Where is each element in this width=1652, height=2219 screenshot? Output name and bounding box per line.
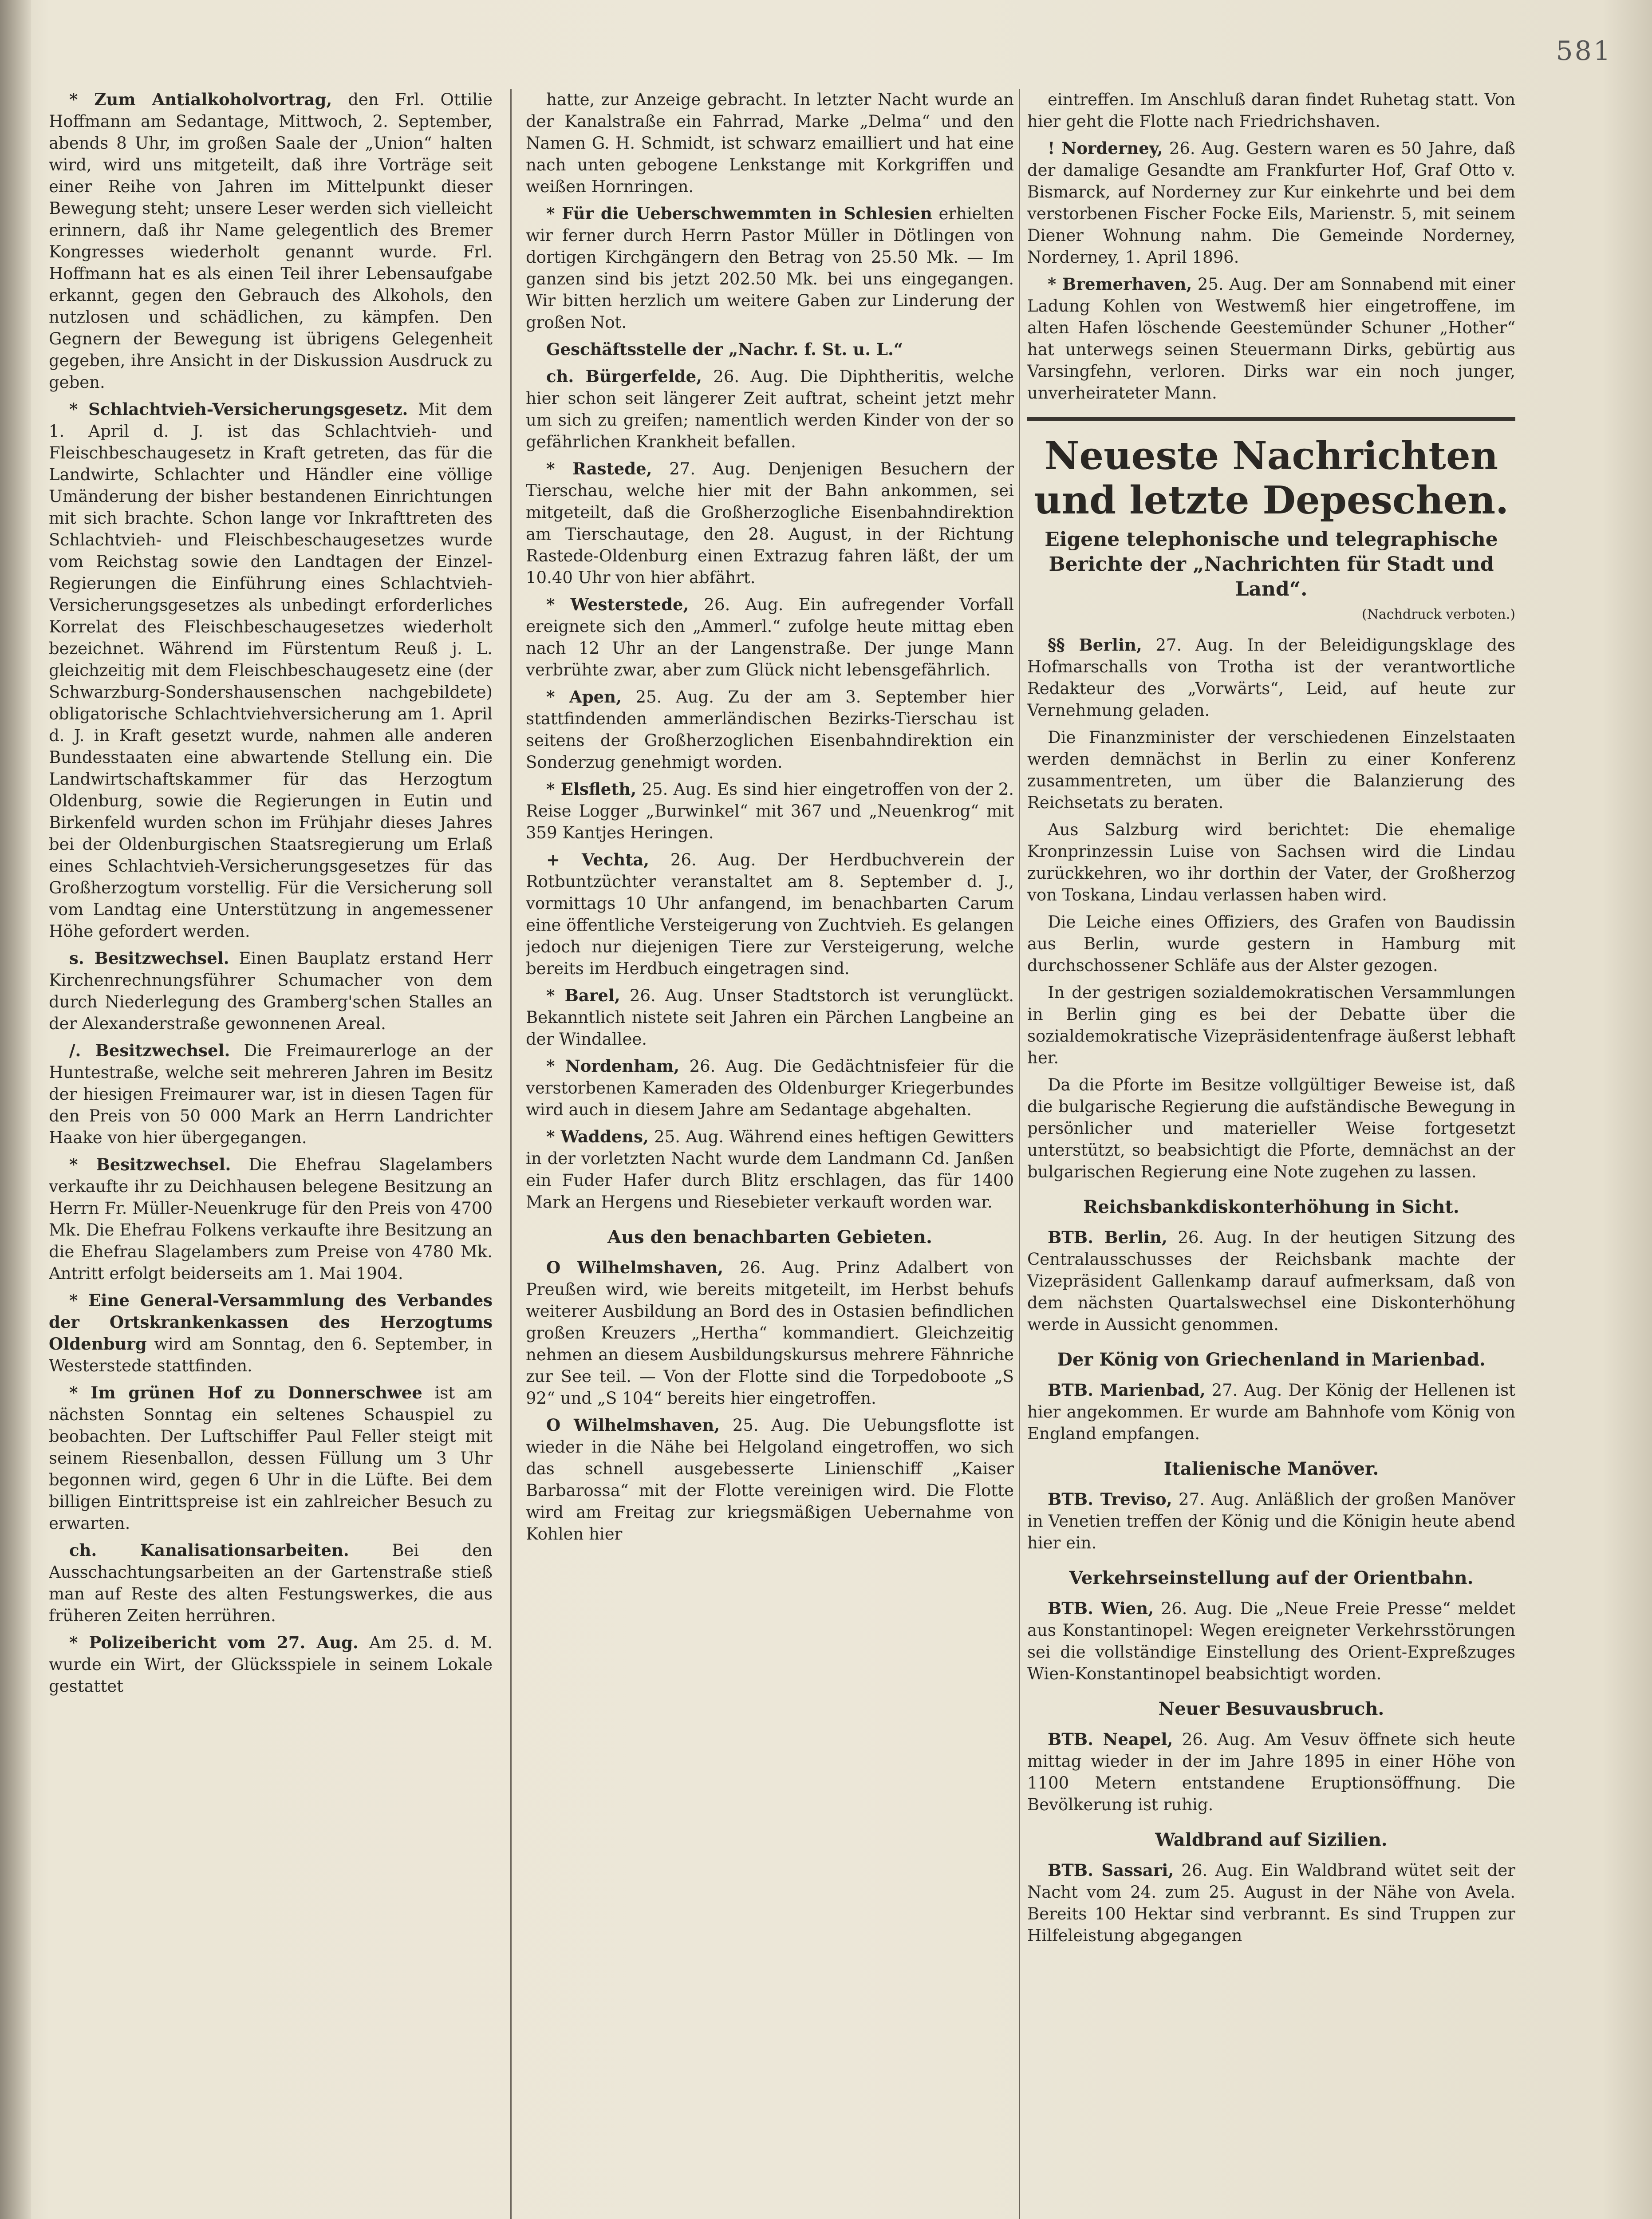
news-item-text: eintreffen. Im Anschluß daran findet Ruhetag statt. Von hier geht die Flotte nach Friedrichshaven. xyxy=(1027,90,1515,131)
section-heading: Aus den benachbarten Gebieten. xyxy=(607,1227,932,1248)
news-item-dateline: * Westerstede, xyxy=(546,595,689,614)
news-item xyxy=(1027,1598,1515,1685)
news-item-text: Einen Bauplatz erstand Herr Kirchenrechnungsführer Schumacher von dem durch Niederlegung des Gramberg'schen Stalles an der Alexanderstraße gewonnenen Areal. xyxy=(49,949,493,1033)
news-item-text: 26. Aug. In der heutigen Sitzung des Centralausschusses der Reichsbank machte der Vizepräsident Gallenkamp darauf aufmerksam, daß von dem nächsten Quartalswechsel eine Diskonterhöhung werde in Aussicht genommen. xyxy=(1027,1228,1515,1334)
news-item-text: 27. Aug. Anläßlich der großen Manöver in Venetien treffen der König und die Königin heute abend hier ein. xyxy=(1027,1490,1515,1552)
news-item-dateline: * Bremerhaven, xyxy=(1048,274,1192,294)
news-item xyxy=(49,1290,493,1377)
news-item-text: 25. Aug. Die Uebungsflotte ist wieder in die Nähe bei Helgoland eingetroffen, wo sich das schnell ausgebesserte Linienschiff „Kaiser Barbarossa“ mit der Flotte vereinigen wird. Die Flotte wird am Freitag zur kriegsmäßigen Uebernahme von Kohlen hier xyxy=(526,1416,1014,1544)
news-item xyxy=(49,948,493,1034)
section-heading: Waldbrand auf Sizilien. xyxy=(1155,1829,1388,1850)
news-item-dateline: ch. Kanalisationsarbeiten. xyxy=(69,1540,349,1560)
news-item-text: Die Ehefrau Slagelambers verkaufte ihr zu Deichhausen belegene Besitzung an Herrn Fr. Müller-Neuenkruge für den Preis von 4700 Mk. Die Ehefrau Folkens verkaufte ihre Besitzung an die Ehefrau Slagelambers zum Preise von 4780 Mk. Antritt erfolgt beiderseits am 1. Mai 1904. xyxy=(49,1155,493,1283)
section-heading: Italienische Manöver. xyxy=(1163,1458,1379,1479)
news-item-dateline: O Wilhelmshaven, xyxy=(546,1415,720,1435)
news-item xyxy=(526,1257,1014,1409)
news-item-dateline: * Elsfleth, xyxy=(546,779,637,799)
news-item xyxy=(526,1126,1014,1213)
news-item-text: Bei den Ausschachtungsarbeiten an der Gartenstraße stieß man auf Reste des alten Festungswerkes, die aus früheren Zeiten herrühren. xyxy=(49,1541,493,1625)
news-item-dateline: * Eine General-Versammlung des Verbandes der Ortskrankenkassen des Herzogtums Oldenburg xyxy=(49,1291,493,1354)
news-item-dateline: §§ Berlin, xyxy=(1048,635,1142,655)
news-item-text: Die Finanzminister der verschiedenen Einzelstaaten werden demnächst in Berlin zu einer Konferenz zusammentreten, um über die Balanzierung des Reichsetats zu beraten. xyxy=(1027,728,1515,812)
news-item-text: 26. Aug. Die Gedächtnisfeier für die verstorbenen Kameraden des Oldenburger Kriegerbundes wird auch in diesem Jahre am Sedantage abgehalten. xyxy=(526,1057,1014,1119)
news-item-text: erhielten wir ferner durch Herrn Pastor Müller in Dötlingen von dortigen Kirchgängern den Betrag von 25.50 Mk. — Im ganzen sind bis jetzt 202.50 Mk. bei uns eingegangen. Wir bitten herzlich um weitere Gaben zur Linderung der großen Not. xyxy=(526,204,1014,332)
reprint-note: (Nachdruck verboten.) xyxy=(1361,607,1515,622)
news-item-text: 25. Aug. Es sind hier eingetroffen von der 2. Reise Logger „Burwinkel“ mit 367 und „Neuenkrog“ mit 359 Kantjes Heringen. xyxy=(526,780,1014,842)
news-item-dateline: + Vechta, xyxy=(546,850,650,869)
section-rule xyxy=(1027,417,1515,421)
news-item xyxy=(526,849,1014,979)
news-item-text: 26. Aug. Unser Stadtstorch ist verunglückt. Bekanntlich nistete seit Jahren ein Pärchen Langbeine an der Windallee. xyxy=(526,986,1014,1049)
news-item xyxy=(526,366,1014,453)
headline-banner: Neueste Nachrichten und letzte Depeschen. xyxy=(1033,434,1509,523)
news-item-dateline: * Für die Ueberschwemmten in Schlesien xyxy=(546,204,932,223)
news-item-dateline: * Im grünen Hof zu Donnerschwee xyxy=(69,1383,422,1402)
news-item xyxy=(1027,1074,1515,1183)
book-spine-shadow xyxy=(0,0,31,2219)
news-item-dateline: BTB. Marienbad, xyxy=(1048,1380,1206,1400)
news-item-dateline: * Apen, xyxy=(546,687,622,707)
news-item-dateline: * Zum Antialkoholvortrag, xyxy=(69,90,332,109)
news-item-text: 26. Aug. Der Herdbuchverein der Rotbuntzüchter veranstaltet am 8. September d. J., vormittags 10 Uhr anfangend, im benachbarten Carum eine öffentliche Versteigerung von Zuchtvieh. Es gelangen jedoch nur diejenigen Tiere zur Versteigerung, welche bereits im Herdbuch eingetragen sind. xyxy=(526,850,1014,978)
news-item-text: 27. Aug. Der König der Hellenen ist hier angekommen. Er wurde am Bahnhofe vom König von England empfangen. xyxy=(1027,1381,1515,1443)
news-item xyxy=(526,1414,1014,1545)
news-item-text: 26. Aug. Ein aufregender Vorfall ereignete sich den „Ammerl.“ zufolge heute mittag eben nach 12 Uhr an der Langenstraße. Der junge Mann verbrühte zwar, aber zum Glück nicht lebensgefährlich. xyxy=(526,595,1014,679)
news-item xyxy=(49,399,493,942)
news-item-dateline: ch. Bürgerfelde, xyxy=(546,367,702,386)
news-item-dateline: * Waddens, xyxy=(546,1127,649,1146)
news-item-text: 25. Aug. Während eines heftigen Gewitters in der vorletzten Nacht wurde dem Landmann Cd. Janßen ein Fuder Hafer durch Blitz erschlagen, das für 1400 Mark an Hergens und Riesebieter verkauft worden war. xyxy=(526,1127,1014,1212)
news-item xyxy=(526,594,1014,681)
news-item-dateline: * Nordenham, xyxy=(546,1056,680,1076)
news-item xyxy=(49,1040,493,1149)
news-item xyxy=(1027,138,1515,268)
news-item-dateline: Geschäftsstelle der „Nachr. f. St. u. L.“ xyxy=(546,340,903,359)
news-item-text: 26. Aug. Ein Waldbrand wütet seit der Nacht vom 24. zum 25. August in der Nähe von Avela. Bereits 100 Hektar sind verbrannt. Es sind Truppen zur Hilfeleistung abgegangen xyxy=(1027,1861,1515,1945)
section-heading: Reichsbankdiskonterhöhung in Sicht. xyxy=(1083,1196,1459,1217)
news-item-text: 27. Aug. Denjenigen Besuchern der Tierschau, welche hier mit der Bahn ankommen, sei mitgeteilt, daß die Großherzogliche Eisenbahndirektion am Tierschautage, den 28. August, in der Richtung Rastede-Oldenburg einen Extrazug fahren läßt, der um 10.40 Uhr von hier abfährt. xyxy=(526,459,1014,587)
column-divider xyxy=(1019,89,1020,2219)
news-item-text: Da die Pforte im Besitze vollgültiger Beweise ist, daß die bulgarische Regierung die aufständische Bewegung in persönlicher und materieller Weise fortgesetzt unterstützt, so beabsichtigt die Pforte, demnächst an der bulgarischen Regierung eine Note zugehen zu lassen. xyxy=(1027,1075,1515,1181)
news-item-dateline: BTB. Berlin, xyxy=(1048,1228,1167,1247)
news-item-text: Mit dem 1. April d. J. ist das Schlachtvieh- und Fleischbeschaugesetz in Kraft getreten, das für die Landwirte, Schlachter und Händler eine völlige Umänderung der bisher bestandenen Einrichtungen mit sich brachte. Schon lange vor Inkrafttreten des Schlachtvieh- und Fleischbeschaugesetzes wurde vom Reichstag sowie den Landtagen der Einzel-Regierungen die Einführung eines Schlachtvieh-Versicherungsgesetzes als unbedingt erforderliches Korrelat des Fleischbeschaugesetzes wiederholt bezeichnet. Während im Fürstentum Reuß j. L. gleichzeitig mit dem Fleischbeschaugesetz eine (der Schwarzburg-Sondershausenschen nachgebildete) obligatorische Schlachtviehversicherung am 1. April d. J. in Kraft gesetzt wurde, nahmen alle anderen Bundesstaaten eine abwartende Stellung ein. Die Landwirtschaftskammer für das Herzogtum Oldenburg, sowie die Regierungen in Eutin und Birkenfeld wurden schon im Frühjahr dieses Jahres bei der Oldenburgischen Staatsregierung um Erlaß eines Schlachtvieh-Versicherungsgesetzes für das Großherzogtum vorstellig. Für die Versicherung soll vom Landtag eine Unterstützung in angemessener Höhe gefordert werden. xyxy=(49,400,493,941)
section-heading: Verkehrseinstellung auf der Orientbahn. xyxy=(1069,1568,1474,1588)
news-item-dateline: BTB. Sassari, xyxy=(1048,1860,1174,1880)
news-item xyxy=(526,778,1014,844)
news-item xyxy=(49,1382,493,1534)
news-item-dateline: /. Besitzwechsel. xyxy=(69,1041,230,1060)
news-item-dateline: s. Besitzwechsel. xyxy=(69,948,229,968)
news-item xyxy=(526,89,1014,197)
news-item-text: 25. Aug. Der am Sonnabend mit einer Ladung Kohlen von Westwemß hier eingetroffene, im alten Hafen löschende Geestemünder Schuner „Hother“ hat unterwegs seinen Steuermann Dirks, gebürtig aus Varsingfehn, verloren. Dirks war ein noch junger, unverheirateter Mann. xyxy=(1027,275,1515,403)
news-item xyxy=(1027,1379,1515,1445)
news-item-text: 25. Aug. Zu der am 3. September hier stattfindenden ammerländischen Bezirks-Tierschau ist seitens der Großherzoglichen Eisenbahndirektion ein Sonderzug genehmigt worden. xyxy=(526,687,1014,772)
news-item-dateline: BTB. Neapel, xyxy=(1048,1729,1173,1749)
news-item-text: 26. Aug. Die Diphtheritis, welche hier schon seit längerer Zeit auftrat, scheint jetzt mehr um sich zu greifen; namentlich werden Kinder von der so gefährlichen Krankheit befallen. xyxy=(526,367,1014,451)
news-item xyxy=(526,686,1014,773)
news-item-text: In der gestrigen sozialdemokratischen Versammlungen in Berlin ging es bei der Debatte über die sozialdemokratische Vizepräsidentenfrage äußerst lebhaft her. xyxy=(1027,983,1515,1067)
headline-subtitle: Eigene telephonische und telegraphische Berichte der „Nachrichten für Stadt und Land“. xyxy=(1045,528,1498,600)
news-item-text: Aus Salzburg wird berichtet: Die ehemalige Kronprinzessin Luise von Sachsen wird die Lindau zurückkehren, wo ihr dorthin der Vater, der Großherzog von Toskana, Lindau verlassen haben wird. xyxy=(1027,820,1515,904)
news-item xyxy=(1027,727,1515,813)
news-item xyxy=(526,203,1014,333)
news-item xyxy=(526,458,1014,588)
news-item xyxy=(526,1055,1014,1121)
column-3 xyxy=(1027,89,1515,2219)
news-item-text: den Frl. Ottilie Hoffmann am Sedantage, Mittwoch, 2. September, abends 8 Uhr, im großen Saale der „Union“ halten wird, wird uns mitgeteilt, daß ihre Vorträge seit einer Reihe von Jahren im Mittelpunkt dieser Bewegung steht; unsere Leser werden sich vielleicht erinnern, daß ihr Name gelegentlich des Bremer Kongresses wiederholt genannt wurde. Frl. Hoffmann hat es als einen Teil ihrer Lebensaufgabe erkannt, gegen den Gebrauch des Alkohols, den nutzlosen und schädlichen, zu kämpfen. Den Gegnern der Bewegung ist übrigens Gelegenheit gegeben, ihre Ansicht in der Diskussion Ausdruck zu geben. xyxy=(49,90,493,392)
news-item xyxy=(1027,1227,1515,1335)
news-item-dateline: * Polizeibericht vom 27. Aug. xyxy=(69,1633,359,1652)
news-item-dateline: * Barel, xyxy=(546,986,620,1005)
news-item-dateline: * Schlachtvieh-Versicherungsgesetz. xyxy=(69,399,408,419)
news-item-text: ist am nächsten Sonntag ein seltenes Schauspiel zu beobachten. Der Luftschiffer Paul Feller steigt mit seinem Riesenballon, dessen Füllung um 3 Uhr begonnen wird, gegen 6 Uhr in die Lüfte. Bei dem billigen Eintrittspreise ist ein zahlreicher Besuch zu erwarten. xyxy=(49,1383,493,1533)
news-item-text: wird am Sonntag, den 6. September, in Westerstede stattfinden. xyxy=(49,1335,493,1375)
news-item xyxy=(49,1632,493,1697)
news-item xyxy=(49,1540,493,1627)
news-item xyxy=(1027,911,1515,976)
news-item-text: 27. Aug. In der Beleidigungsklage des Hofmarschalls von Trotha ist der verantwortliche Redakteur des „Vorwärts“, Leid, auf heute zur Vernehmung geladen. xyxy=(1027,636,1515,720)
section-heading: Der König von Griechenland in Marienbad. xyxy=(1057,1349,1486,1370)
news-item xyxy=(1027,634,1515,721)
news-item xyxy=(49,1154,493,1284)
column-2 xyxy=(526,89,1014,2219)
news-item xyxy=(526,339,1014,360)
news-item-text: 26. Aug. Die „Neue Freie Presse“ meldet aus Konstantinopel: Wegen ereigneter Verkehrsstörungen sei die vollständige Einstellung des Orient-Expreßzuges Wien-Konstantinopel beabsichtigt worden. xyxy=(1027,1599,1515,1683)
column-1 xyxy=(49,89,493,2219)
page-number: 581 xyxy=(1556,36,1612,67)
news-item xyxy=(1027,89,1515,132)
news-item xyxy=(526,985,1014,1050)
news-item xyxy=(1027,982,1515,1069)
news-item-text: 26. Aug. Gestern waren es 50 Jahre, daß der damalige Gesandte am Frankfurter Hof, Graf Otto v. Bismarck, auf Norderney zur Kur einkehrte und bei dem verstorbenen Fischer Focke Eils, Marienstr. 5, mit seinem Diener Wohnung nahm. Die Gemeinde Norderney, Norderney, 1. April 1896. xyxy=(1027,139,1515,267)
news-item-text: Die Leiche eines Offiziers, des Grafen von Baudissin aus Berlin, wurde gestern in Hamburg mit durchschossener Schläfe aus der Alster gezogen. xyxy=(1027,912,1515,975)
section-heading: Neuer Besuvausbruch. xyxy=(1158,1698,1384,1719)
news-item-text: Die Freimaurerloge an der Huntestraße, welche seit mehreren Jahren im Besitz der hiesigen Freimaurer war, ist in diesen Tagen für den Preis von 50 000 Mark an Herrn Landrichter Haake von hier übergegangen. xyxy=(49,1041,493,1147)
news-item xyxy=(1027,819,1515,906)
news-item xyxy=(1027,1729,1515,1816)
news-item-dateline: * Besitzwechsel. xyxy=(69,1155,231,1174)
news-item-text: Am 25. d. M. wurde ein Wirt, der Glücksspiele in seinem Lokale gestattet xyxy=(49,1633,493,1696)
news-item-dateline: BTB. Wien, xyxy=(1048,1599,1154,1618)
news-item xyxy=(1027,1489,1515,1554)
news-item xyxy=(49,89,493,393)
news-item-dateline: O Wilhelmshaven, xyxy=(546,1258,724,1277)
news-item xyxy=(1027,273,1515,404)
news-item-dateline: BTB. Treviso, xyxy=(1048,1489,1172,1509)
news-item-dateline: ! Norderney, xyxy=(1048,138,1163,158)
news-item-text: 26. Aug. Prinz Adalbert von Preußen wird, wie bereits mitgeteilt, im Herbst behufs weiterer Ausbildung an Bord des in Ostasien befindlichen großen Kreuzers „Hertha“ kommandiert. Gleichzeitig nehmen an diesem Ausbildungskursus mehrere Fähnriche zur See teil. — Von der Flotte sind die Torpedoboote „S 92“ und „S 104“ bereits hier eingetroffen. xyxy=(526,1258,1014,1408)
news-item-dateline: * Rastede, xyxy=(546,459,652,478)
news-item-text: hatte, zur Anzeige gebracht. In letzter Nacht wurde an der Kanalstraße ein Fahrrad, Marke „Delma“ und den Namen G. H. Schmidt, ist schwarz emailliert und hat eine nach unten gebogene Lenkstange mit Korkgriffen und weißen Hornringen. xyxy=(526,90,1014,196)
news-item-text: 26. Aug. Am Vesuv öffnete sich heute mittag wieder in der im Jahre 1895 in einer Höhe von 1100 Metern entstandene Eruptionsöffnung. Die Bevölkerung ist ruhig. xyxy=(1027,1730,1515,1814)
column-divider xyxy=(510,89,512,2219)
news-item xyxy=(1027,1860,1515,1947)
